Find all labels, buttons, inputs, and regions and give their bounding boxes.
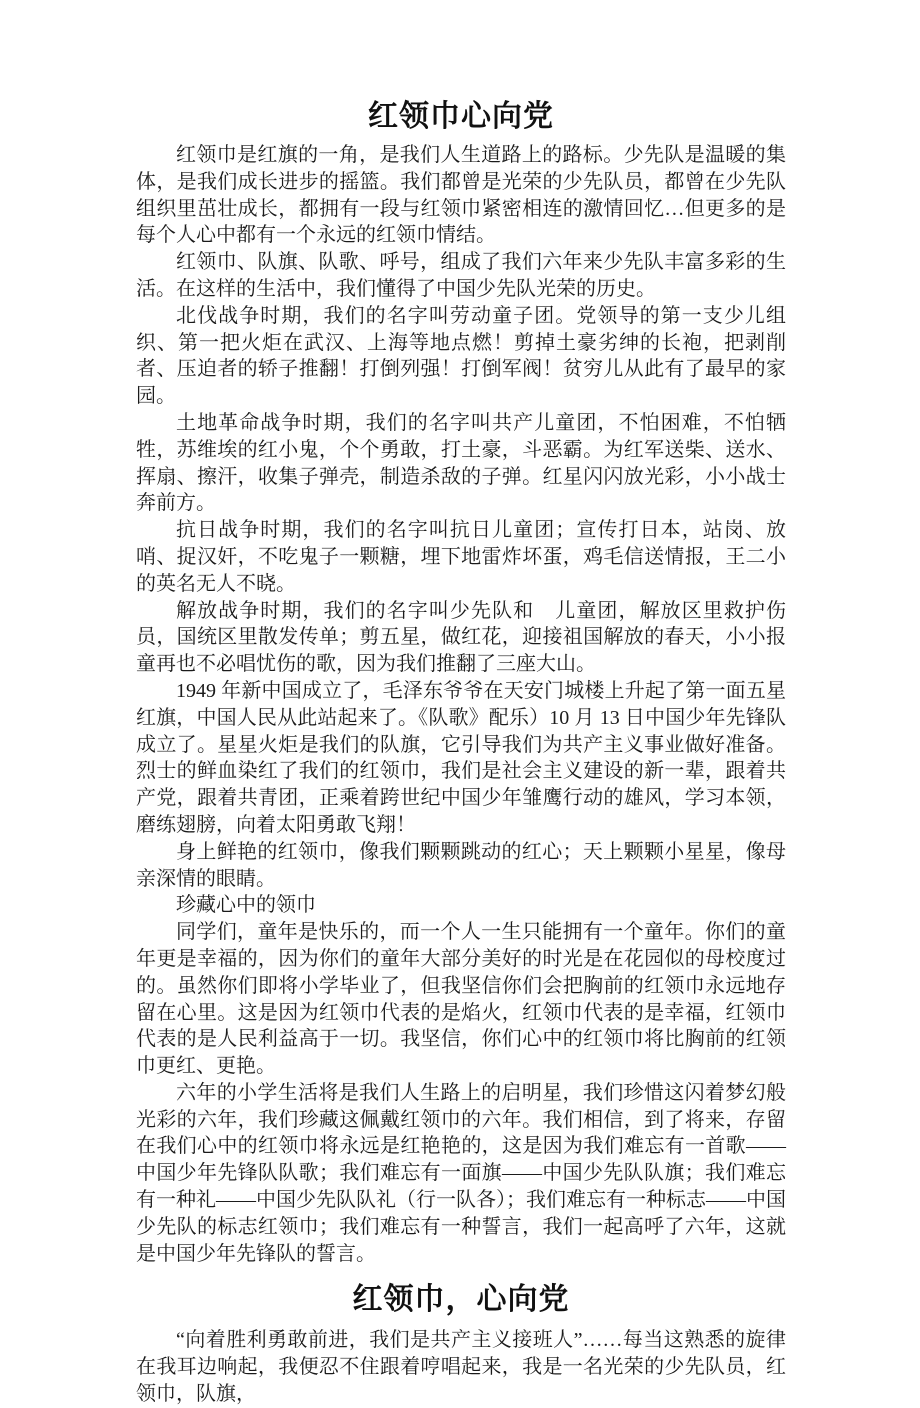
paragraph: 身上鲜艳的红领巾，像我们颗颗跳动的红心；天上颗颗小星星，像母亲深情的眼睛。: [136, 840, 786, 890]
paragraph: 抗日战争时期，我们的名字叫抗日儿童团；宣传打日本，站岗、放哨、捉汉奸，不吃鬼子一颗糖，埋下地雷炸坏蛋，鸡毛信送情报，王二小的英名无人不晓。: [136, 519, 786, 595]
paragraph: 解放战争时期，我们的名字叫少先队和 儿童团，解放区里救护伤员，国统区里散发传单；剪五星，做红花，迎接祖国解放的春天，小小报童再也不必唱忧伤的歌，因为我们推翻了三座大山。: [136, 599, 786, 676]
paragraph: “向着胜利勇敢前进，我们是共产主义接班人”……每当这熟悉的旋律在我耳边响起，我便忍不住跟着哼唱起来，我是一名光荣的少先队员，红领巾，队旗，: [136, 1329, 786, 1406]
document-body-after-subtitle: [136, 1327, 786, 1407]
paragraph: 北伐战争时期，我们的名字叫劳动童子团。党领导的第一支少儿组织、第一把火炬在武汉、上海等地点燃！剪掉土豪劣绅的长袍，把剥削者、压迫者的轿子推翻！打倒列强！打倒军阀！贫穷儿从此有了最早的家园。: [136, 304, 786, 408]
paragraph: 六年的小学生活将是我们人生路上的启明星，我们珍惜这闪着梦幻般光彩的六年，我们珍藏这佩戴红领巾的六年。我们相信，到了将来，存留在我们心中的红领巾将永远是红艳艳的，这是因为我们难忘有一首歌——中国少年先锋队队歌；我们难忘有一面旗——中国少先队队旗；我们难忘有一种礼——中国少先队队礼（行一队各）；我们难忘有一种标志——中国少先队的标志红领巾；我们难忘有一种誓言，我们一起高呼了六年，这就是中国少年先锋队的誓言。: [136, 1081, 786, 1265]
document-body-main: [136, 142, 786, 1267]
paragraph: 红领巾、队旗、队歌、呼号，组成了我们六年来少先队丰富多彩的生活。在这样的生活中，我们懂得了中国少先队光荣的历史。: [136, 251, 786, 300]
paragraph: 同学们，童年是快乐的，而一个人一生只能拥有一个童年。你们的童年更是幸福的，因为你们的童年大部分美好的时光是在花园似的母校度过的。虽然你们即将小学毕业了，但我坚信你们会把胸前的红领巾永远地存留在心里。这是因为红领巾代表的是焰火，红领巾代表的是幸福，红领巾代表的是人民利益高于一切。我坚信，你们心中的红领巾将比胸前的红领巾更红、更艳。: [136, 921, 786, 1078]
paragraph: 1949 年新中国成立了，毛泽东爷爷在天安门城楼上升起了第一面五星红旗，中国人民从此站起来了。《队歌》配乐）10 月 13 日中国少年先锋队成立了。星星火炬是我们的队旗，它引导我们为共产主义事业做好准备。烈士的鲜血染红了我们的红领巾，我们是社会主义建设的新一辈，跟着共产党，跟着共青团，正乘着跨世纪中国少年雏鹰行动的雄风，学习本领，磨练翅膀，向着太阳勇敢飞翔！: [136, 679, 786, 836]
document-content: [136, 98, 786, 1408]
document-title: 红领巾心向党: [368, 100, 554, 133]
paragraph: 土地革命战争时期，我们的名字叫共产儿童团，不怕困难，不怕牺牲，苏维埃的红小鬼，个个勇敢，打土豪，斗恶霸。为红军送柴、送水、挥扇、擦汗，收集子弹壳，制造杀敌的子弹。红星闪闪放光彩，小小战士奔前方。: [136, 411, 786, 515]
document-subtitle: 红领巾，心向党: [352, 1283, 570, 1317]
paragraph: 红领巾是红旗的一角，是我们人生道路上的路标。少先队是温暖的集体，是我们成长进步的摇篮。我们都曾是光荣的少先队员，都曾在少先队组织里茁壮成长，都拥有一段与红领巾紧密相连的激情回忆…但更多的是每个人心中都有一个永远的红领巾情结。: [136, 144, 786, 247]
paragraph: 珍藏心中的领巾: [176, 894, 316, 917]
